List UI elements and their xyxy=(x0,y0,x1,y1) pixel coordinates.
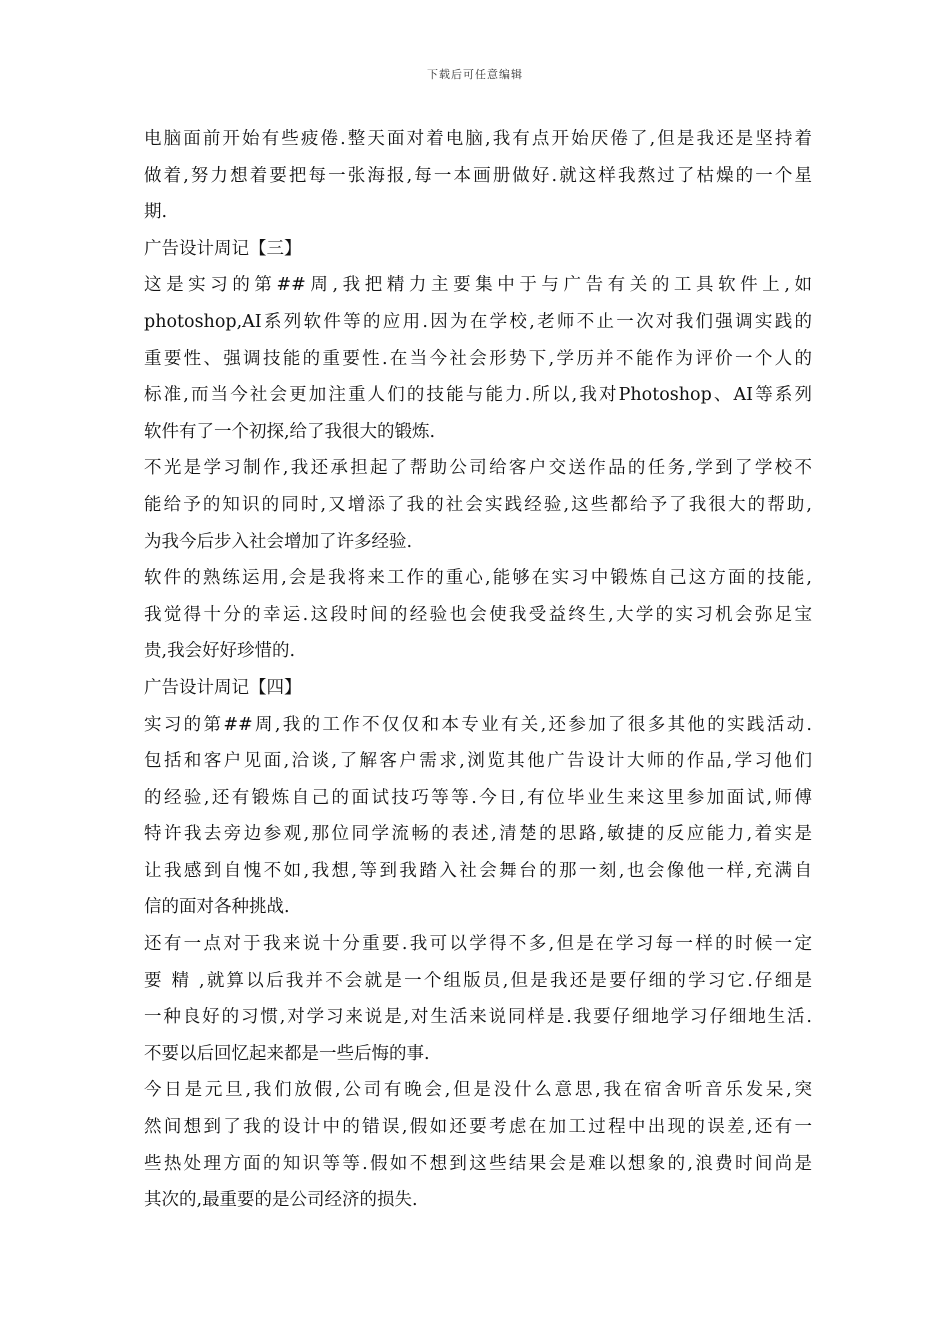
text-line: 广告设计周记【四】 xyxy=(144,677,302,698)
text-line: 的经验,还有锻炼自己的面试技巧等等.今日,有位毕业生来这里参加面试,师傅 xyxy=(144,787,812,808)
text-line: 其次的,最重要的是公司经济的损失. xyxy=(144,1190,418,1211)
document-body xyxy=(144,121,812,1219)
text-line: 让我感到自愧不如,我想,等到我踏入社会舞台的那一刻,也会像他一样,充满自 xyxy=(144,860,812,881)
text-line: 广告设计周记【三】 xyxy=(144,238,302,259)
text-line: 重要性、强调技能的重要性.在当今社会形势下,学历并不能作为评价一个人的 xyxy=(144,348,812,369)
text-line: 要 精 ,就算以后我并不会就是一个组版员,但是我还是要仔细的学习它.仔细是 xyxy=(144,970,812,991)
text-line: 不光是学习制作,我还承担起了帮助公司给客户交送作品的任务,学到了学校不 xyxy=(144,458,812,479)
text-line: 信的面对各种挑战. xyxy=(144,897,290,918)
text-line: 实习的第##周,我的工作不仅仅和本专业有关,还参加了很多其他的实践活动. xyxy=(144,714,812,735)
text-line: 还有一点对于我来说十分重要.我可以学得不多,但是在学习每一样的时候一定 xyxy=(144,934,812,955)
page-header: 下载后可任意编辑 xyxy=(427,68,523,81)
text-line: 一种良好的习惯,对学习来说是,对生活来说同样是.我要仔细地学习仔细地生活. xyxy=(144,1007,812,1028)
text-line: 标准,而当今社会更加注重人们的技能与能力.所以,我对Photoshop、AI等系列 xyxy=(144,385,812,406)
text-line: 为我今后步入社会增加了许多经验. xyxy=(144,531,413,552)
text-line: 然间想到了我的设计中的错误,假如还要考虑在加工过程中出现的误差,还有一 xyxy=(144,1117,812,1138)
text-line: 我觉得十分的幸运.这段时间的经验也会使我受益终生,大学的实习机会弥足宝 xyxy=(144,604,812,625)
text-line: 能给予的知识的同时,又增添了我的社会实践经验,这些都给予了我很大的帮助, xyxy=(144,494,812,515)
text-line: 包括和客户见面,洽谈,了解客户需求,浏览其他广告设计大师的作品,学习他们 xyxy=(144,751,812,772)
text-line: 特许我去旁边参观,那位同学流畅的表述,清楚的思路,敏捷的反应能力,着实是 xyxy=(144,824,812,845)
text-line: 贵,我会好好珍惜的. xyxy=(144,641,296,662)
text-line: 做着,努力想着要把每一张海报,每一本画册做好.就这样我熬过了枯燥的一个星 xyxy=(144,165,812,186)
text-line: 软件的熟练运用,会是我将来工作的重心,能够在实习中锻炼自己这方面的技能, xyxy=(144,568,812,589)
text-line: 今日是元旦,我们放假,公司有晚会,但是没什么意思,我在宿舍听音乐发呆,突 xyxy=(144,1080,812,1101)
text-line: 电脑面前开始有些疲倦.整天面对着电脑,我有点开始厌倦了,但是我还是坚持着 xyxy=(144,129,812,149)
text-line: 些热处理方面的知识等等.假如不想到这些结果会是难以想象的,浪费时间尚是 xyxy=(144,1153,812,1174)
text-line: 这是实习的第##周,我把精力主要集中于与广告有关的工具软件上,如 xyxy=(144,275,812,296)
text-line: 不要以后回忆起来都是一些后悔的事. xyxy=(144,1043,430,1064)
text-line: photoshop,AI系列软件等的应用.因为在学校,老师不止一次对我们强调实践的 xyxy=(144,311,812,332)
text-line: 期. xyxy=(144,202,168,223)
text-line: 软件有了一个初探,给了我很大的锻炼. xyxy=(144,421,436,442)
